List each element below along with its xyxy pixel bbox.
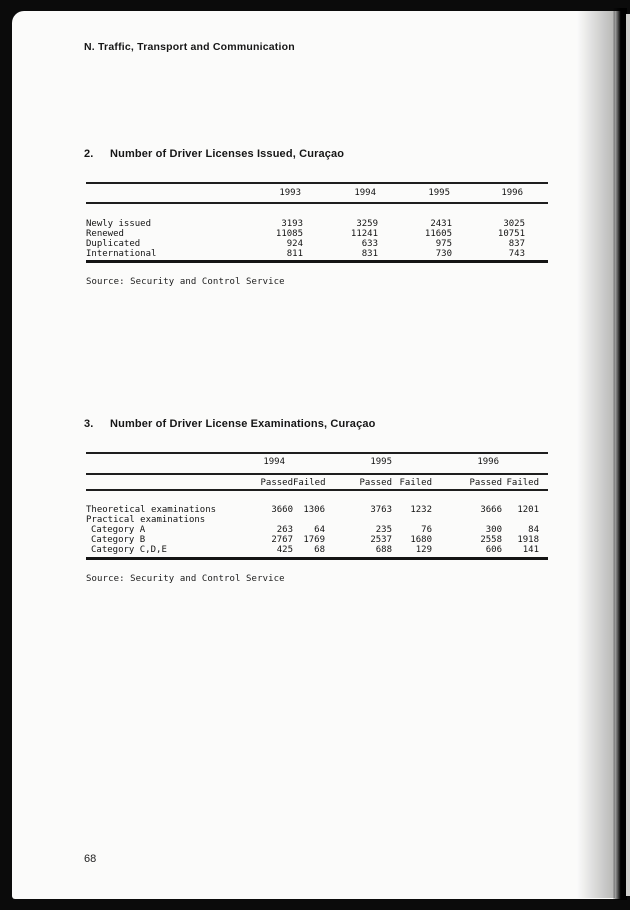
rule-top — [86, 452, 548, 454]
cell-value: 837 — [508, 239, 525, 249]
cell-value — [293, 515, 325, 525]
cell-value: 924 — [286, 239, 303, 249]
page-number: 68 — [84, 853, 97, 865]
column-header: Passed — [469, 478, 502, 488]
table2-title — [84, 148, 344, 160]
page-header: N. Traffic, Transport and Communication — [84, 41, 295, 53]
table2-title-text: Number of Driver Licenses Issued, Curaçao — [110, 148, 345, 160]
spacer-cell — [86, 457, 241, 467]
cell-value — [241, 515, 293, 525]
source-note: Source: Security and Control Service — [86, 574, 285, 584]
year-header-row — [86, 188, 548, 198]
cell-value: 1306 — [303, 505, 325, 515]
scan-edge-sliver — [626, 14, 630, 896]
cell-value: 235 — [375, 525, 392, 535]
cell-value: 10751 — [497, 229, 525, 239]
cell-value: 2431 — [430, 219, 452, 229]
rule-bottom — [86, 260, 548, 263]
row-label: Renewed — [86, 229, 124, 239]
cell-value — [325, 515, 392, 525]
cell-value: 975 — [435, 239, 452, 249]
cell-value: 831 — [361, 249, 378, 259]
cell-value — [392, 515, 432, 525]
table-row — [86, 515, 548, 525]
cell-value: 3259 — [356, 219, 378, 229]
row-label: Duplicated — [86, 239, 141, 249]
year-header: 1994 — [263, 457, 285, 467]
spacer-cell — [86, 478, 241, 488]
table3-title — [84, 418, 375, 430]
year-header: 1996 — [477, 457, 499, 467]
row-label: Category B — [91, 535, 146, 545]
row-label: Theoretical examinations — [86, 505, 217, 515]
table-row — [86, 219, 548, 229]
result-header-row — [86, 478, 548, 488]
row-label: Category C,D,E — [91, 545, 167, 555]
column-header: Passed — [260, 478, 293, 488]
cell-value: 1680 — [410, 535, 432, 545]
table-row — [86, 505, 548, 515]
cell-value: 11605 — [424, 229, 452, 239]
cell-value — [502, 515, 539, 525]
year-header: 1995 — [428, 188, 450, 198]
table-driver-license-examinations — [86, 452, 548, 562]
cell-value: 1232 — [410, 505, 432, 515]
cell-value: 2767 — [271, 535, 293, 545]
year-header: 1996 — [501, 188, 523, 198]
rule-subheader — [86, 489, 548, 491]
row-label: Newly issued — [86, 219, 152, 229]
page-edge-line — [613, 8, 627, 900]
row-label: Category A — [91, 525, 146, 535]
table2-number: 2. — [84, 148, 94, 160]
cell-value: 3660 — [271, 505, 293, 515]
cell-value: 2537 — [370, 535, 392, 545]
column-header: Failed — [293, 478, 326, 488]
cell-value: 3763 — [370, 505, 392, 515]
cell-value: 3193 — [281, 219, 303, 229]
scan-shadow-right — [577, 11, 615, 898]
cell-value: 688 — [375, 545, 392, 555]
table-row — [86, 535, 548, 545]
column-header: Failed — [399, 478, 432, 488]
table3-number: 3. — [84, 418, 94, 430]
year-header: 1995 — [370, 457, 392, 467]
cell-value: 425 — [276, 545, 293, 555]
cell-value: 64 — [314, 525, 325, 535]
cell-value: 606 — [485, 545, 502, 555]
cell-value: 300 — [485, 525, 502, 535]
rule-mid — [86, 202, 548, 204]
year-header-row — [86, 457, 548, 467]
cell-value: 2558 — [480, 535, 502, 545]
cell-value: 84 — [528, 525, 539, 535]
cell-value: 1201 — [517, 505, 539, 515]
cell-value: 11085 — [275, 229, 303, 239]
cell-value — [432, 515, 502, 525]
table-row — [86, 249, 548, 259]
cell-value: 141 — [522, 545, 539, 555]
cell-value: 3025 — [503, 219, 525, 229]
rule-mid — [86, 473, 548, 475]
cell-value: 76 — [421, 525, 432, 535]
table-row — [86, 545, 548, 555]
cell-value: 129 — [415, 545, 432, 555]
table-row — [86, 239, 548, 249]
rule-top — [86, 182, 548, 184]
cell-value: 68 — [314, 545, 325, 555]
source-note: Source: Security and Control Service — [86, 277, 285, 287]
cell-value: 730 — [435, 249, 452, 259]
row-label: Practical examinations — [86, 515, 206, 525]
cell-value: 743 — [508, 249, 525, 259]
spacer-cell — [86, 188, 251, 198]
year-header: 1994 — [354, 188, 376, 198]
table3-title-text: Number of Driver License Examinations, Curaçao — [110, 418, 376, 430]
cell-value: 11241 — [350, 229, 378, 239]
cell-value: 1769 — [303, 535, 325, 545]
column-header: Passed — [359, 478, 392, 488]
table-row — [86, 229, 548, 239]
cell-value: 3666 — [480, 505, 502, 515]
table-driver-licenses-issued — [86, 182, 548, 266]
cell-value: 1918 — [517, 535, 539, 545]
rule-bottom — [86, 557, 548, 560]
row-label: International — [86, 249, 157, 259]
column-header: Failed — [506, 478, 539, 488]
year-header: 1993 — [279, 188, 301, 198]
cell-value: 633 — [361, 239, 378, 249]
cell-value: 263 — [276, 525, 293, 535]
table-row — [86, 525, 548, 535]
cell-value: 811 — [286, 249, 303, 259]
